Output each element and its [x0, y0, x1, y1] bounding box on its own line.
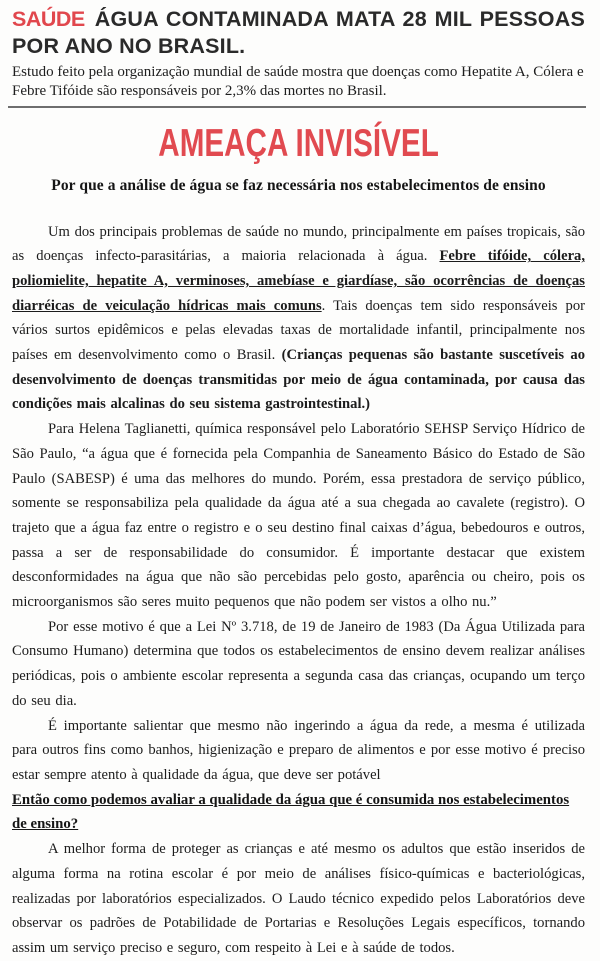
paragraph-1-underlined-emphasis: Febre tifóide, cólera, poliomielite, hepatite A, verminoses, amebíase e giardíase, são ocorrências de doenças diarréicas de veiculação hídricas mais comuns	[12, 248, 585, 314]
headline-text: ÁGUA CONTAMINADA MATA 28 MIL PESSOAS POR ANO NO BRASIL.	[12, 7, 585, 58]
article-title-text: AMEAÇA INVISÍVEL	[158, 121, 439, 165]
paragraph-1-bold-note: (Crianças pequenas são bastante suscetíveis ao desenvolvimento de doenças transmitidas por meio de água contaminada, por causa das condições mais alcalinas do seu sistema gastrointestinal.)	[12, 347, 586, 413]
paragraph-4: É importante salientar que mesmo não ingerindo a água da rede, a mesma é utilizada para outros fins como banhos, higienização e preparo de alimentos e por esse motivo é preciso estar sempre atento à qualidade da água, que deve ser potável	[12, 717, 585, 783]
article-title	[12, 121, 585, 165]
paragraph-5: A melhor forma de proteger as crianças e até mesmo os adultos que estão inseridos de alguma forma na rotina escolar é por meio de análises físico-químicas e bacteriológicas, realizadas por laboratórios especializados. O Laudo técnico expedido pelos Laboratórios deve observar os padrões de Potabilidade de Portarias e Resoluções Legais específicos, tornando assim um serviço preciso e seguro, com respeito à Lei e à saúde de todos.	[12, 841, 585, 956]
article-subtitle: Por que a análise de água se faz necessária nos estabelecimentos de ensino	[51, 176, 546, 194]
headline	[12, 6, 585, 60]
article-body	[12, 220, 585, 961]
paragraph-1-lead: Um dos principais problemas de saúde no mundo, principalmente em países tropicais, são as doenças infecto-parasitárias, a maioria relacionada à água.	[12, 223, 585, 265]
article	[12, 121, 586, 961]
masthead-divider	[8, 106, 586, 108]
section-kicker: SAÚDE	[12, 7, 85, 31]
lede-text: Estudo feito pela organização mundial de saúde mostra que doenças como Hepatite A, Cólera e Febre Tifóide são responsáveis por 2,3% das mortes no Brasil.	[12, 63, 584, 99]
masthead	[12, 6, 585, 108]
question-heading: Então como podemos avaliar a qualidade da água que é consumida nos estabelecimentos de ensino?	[12, 791, 570, 833]
paragraph-3: Por esse motivo é que a Lei Nº 3.718, de 19 de Janeiro de 1983 (Da Água Utilizada para Consumo Humano) determina que todos os estabelecimentos de ensino devem realizar análises periódicas, pois o ambiente escolar representa a segunda casa das crianças, ocupando um terço do seu dia.	[12, 618, 585, 709]
paragraph-1	[12, 220, 585, 418]
paragraph-1-middle: . Tais doenças tem sido responsáveis por vários surtos epidêmicos e pelas elevadas taxas de mortalidade infantil, principalmente nos países em desenvolvimento como o Brasil.	[12, 297, 585, 364]
paragraph-2: Para Helena Taglianetti, química responsável pelo Laboratório SEHSP Serviço Hídrico de São Paulo, “a água que é fornecida pela Companhia de Saneamento Básico do Estado de São Paulo (SABESP) é uma das melhores do mundo. Porém, essa prestadora de serviço público, somente se responsabiliza pela qualidade da água até a sua chegada ao cavalete (registro). O trajeto que a água faz entre o registro e o seu destino final caixas d’água, bebedouros e outros, passa a ser de responsabilidade do consumidor. É importante destacar que existem desconformidades na água que não são percebidas pelo gosto, aparência ou cheiro, pois os microorganismos são seres muito pequenos que não podem ser vistos a olho nu.”	[12, 421, 585, 611]
